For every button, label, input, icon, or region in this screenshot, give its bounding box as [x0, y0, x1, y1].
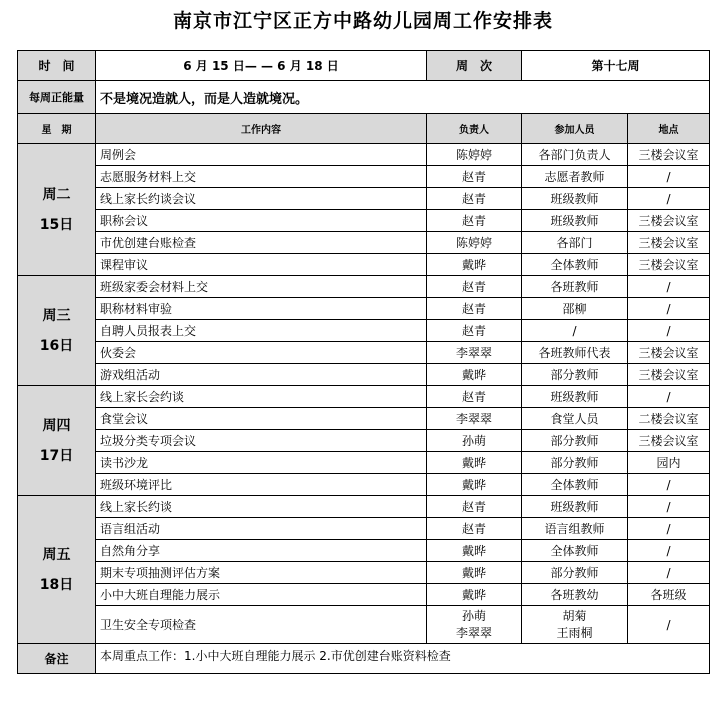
- note-label: 备注: [18, 644, 96, 674]
- task-participants: 班级教师: [522, 188, 628, 210]
- task-participants: 各部门: [522, 232, 628, 254]
- task-content: 职称材料审验: [96, 298, 427, 320]
- time-label: 时 间: [18, 51, 96, 81]
- task-owner: 陈婷婷: [427, 232, 522, 254]
- table-row: [18, 320, 710, 342]
- task-participants: 各部门负责人: [522, 144, 628, 166]
- task-owner: 戴晔: [427, 452, 522, 474]
- task-place: /: [628, 166, 710, 188]
- day-cell: [18, 276, 96, 386]
- task-content: 志愿服务材料上交: [96, 166, 427, 188]
- task-place: /: [628, 518, 710, 540]
- task-content: 职称会议: [96, 210, 427, 232]
- task-owner: 孙萌 李翠翠: [427, 606, 522, 644]
- task-place: 二楼会议室: [628, 408, 710, 430]
- task-owner: 李翠翠: [427, 408, 522, 430]
- task-place: 三楼会议室: [628, 254, 710, 276]
- col-header-place: 地点: [628, 114, 710, 144]
- day-date: 18日: [39, 576, 74, 593]
- table-row: [18, 584, 710, 606]
- note-text: 本周重点工作：1.小中大班自理能力展示 2.市优创建台账资料检查: [96, 644, 710, 674]
- motto-label: 每周正能量: [18, 81, 96, 114]
- task-place: 三楼会议室: [628, 210, 710, 232]
- table-row: [18, 276, 710, 298]
- task-owner: 赵青: [427, 320, 522, 342]
- day-date: 15日: [39, 216, 74, 233]
- task-content: 市优创建台账检查: [96, 232, 427, 254]
- task-place: 三楼会议室: [628, 342, 710, 364]
- task-owner: 戴晔: [427, 562, 522, 584]
- task-participants: 各班教师代表: [522, 342, 628, 364]
- task-place: /: [628, 540, 710, 562]
- task-content: 课程审议: [96, 254, 427, 276]
- task-place: /: [628, 320, 710, 342]
- task-content: 线上家长约谈会议: [96, 188, 427, 210]
- task-place: /: [628, 562, 710, 584]
- task-participants: 各班教幼: [522, 584, 628, 606]
- task-content: 班级环境评比: [96, 474, 427, 496]
- task-owner: 陈婷婷: [427, 144, 522, 166]
- task-content: 周例会: [96, 144, 427, 166]
- task-place: 三楼会议室: [628, 430, 710, 452]
- task-owner: 赵青: [427, 298, 522, 320]
- task-owner: 赵青: [427, 496, 522, 518]
- task-owner: 赵青: [427, 386, 522, 408]
- task-participants: 食堂人员: [522, 408, 628, 430]
- day-name: 周五: [42, 546, 71, 563]
- col-header-content: 工作内容: [96, 114, 427, 144]
- task-participants: 班级教师: [522, 210, 628, 232]
- day-cell: [18, 144, 96, 276]
- table-row: [18, 232, 710, 254]
- table-row: [18, 452, 710, 474]
- day-cell: [18, 496, 96, 644]
- task-content: 自然角分享: [96, 540, 427, 562]
- task-content: 线上家长约谈: [96, 496, 427, 518]
- motto-text: 不是境况造就人，而是人造就境况。: [96, 81, 710, 114]
- task-participants: 部分教师: [522, 452, 628, 474]
- page-title: 南京市江宁区正方中路幼儿园周工作安排表: [172, 10, 553, 32]
- col-header-owner: 负责人: [427, 114, 522, 144]
- table-row: [18, 210, 710, 232]
- task-place: 三楼会议室: [628, 144, 710, 166]
- task-owner: 赵青: [427, 276, 522, 298]
- table-row: [18, 144, 710, 166]
- table-row: [18, 518, 710, 540]
- task-content: 班级家委会材料上交: [96, 276, 427, 298]
- task-place: /: [628, 474, 710, 496]
- task-owner: 赵青: [427, 518, 522, 540]
- task-content: 食堂会议: [96, 408, 427, 430]
- day-date: 16日: [39, 337, 74, 354]
- table-row: [18, 364, 710, 386]
- task-owner: 孙萌: [427, 430, 522, 452]
- task-place: /: [628, 188, 710, 210]
- note-row: [18, 644, 710, 674]
- table-row: [18, 254, 710, 276]
- table-row: [18, 298, 710, 320]
- task-place: /: [628, 606, 710, 644]
- task-participants: 各班教师: [522, 276, 628, 298]
- table-row: [18, 606, 710, 644]
- schedule-table: [17, 50, 710, 674]
- task-participants: 胡菊 王雨桐: [522, 606, 628, 644]
- task-participants: 语言组教师: [522, 518, 628, 540]
- task-owner: 赵青: [427, 188, 522, 210]
- task-participants: 邵柳: [522, 298, 628, 320]
- task-content: 伙委会: [96, 342, 427, 364]
- week-label: 周 次: [427, 51, 522, 81]
- task-participants: 部分教师: [522, 364, 628, 386]
- task-place: 各班级: [628, 584, 710, 606]
- table-row: [18, 342, 710, 364]
- task-content: 读书沙龙: [96, 452, 427, 474]
- table-row: [18, 386, 710, 408]
- time-value: 6 月 15 日— — 6 月 18 日: [96, 51, 427, 81]
- task-participants: 全体教师: [522, 474, 628, 496]
- task-participants: 全体教师: [522, 254, 628, 276]
- task-owner: 戴晔: [427, 474, 522, 496]
- task-place: 园内: [628, 452, 710, 474]
- task-content: 线上家长会约谈: [96, 386, 427, 408]
- task-place: /: [628, 298, 710, 320]
- task-content: 游戏组活动: [96, 364, 427, 386]
- task-participants: 部分教师: [522, 562, 628, 584]
- task-content: 语言组活动: [96, 518, 427, 540]
- table-row: [18, 188, 710, 210]
- table-row: [18, 408, 710, 430]
- task-participants: 部分教师: [522, 430, 628, 452]
- task-place: 三楼会议室: [628, 364, 710, 386]
- col-header-day: 星 期: [18, 114, 96, 144]
- task-content: 垃圾分类专项会议: [96, 430, 427, 452]
- day-name: 周二: [42, 186, 71, 203]
- table-row: [18, 496, 710, 518]
- week-value: 第十七周: [522, 51, 710, 81]
- table-row: [18, 562, 710, 584]
- table-row: [18, 430, 710, 452]
- table-row: [18, 166, 710, 188]
- task-participants: 全体教师: [522, 540, 628, 562]
- task-content: 自聘人员报表上交: [96, 320, 427, 342]
- task-content: 卫生安全专项检查: [96, 606, 427, 644]
- day-name: 周四: [42, 417, 71, 434]
- day-name: 周三: [42, 307, 71, 324]
- task-owner: 赵青: [427, 166, 522, 188]
- task-participants: 志愿者教师: [522, 166, 628, 188]
- task-owner: 赵青: [427, 210, 522, 232]
- task-participants: 班级教师: [522, 386, 628, 408]
- task-owner: 李翠翠: [427, 342, 522, 364]
- day-cell: [18, 386, 96, 496]
- task-owner: 戴晔: [427, 540, 522, 562]
- task-owner: 戴晔: [427, 254, 522, 276]
- task-place: /: [628, 496, 710, 518]
- task-place: /: [628, 386, 710, 408]
- task-content: 小中大班自理能力展示: [96, 584, 427, 606]
- task-content: 期末专项抽测评估方案: [96, 562, 427, 584]
- task-place: /: [628, 276, 710, 298]
- task-participants: /: [522, 320, 628, 342]
- task-owner: 戴晔: [427, 584, 522, 606]
- day-date: 17日: [39, 447, 74, 464]
- table-row: [18, 474, 710, 496]
- col-header-participants: 参加人员: [522, 114, 628, 144]
- task-owner: 戴晔: [427, 364, 522, 386]
- table-row: [18, 540, 710, 562]
- task-place: 三楼会议室: [628, 232, 710, 254]
- task-participants: 班级教师: [522, 496, 628, 518]
